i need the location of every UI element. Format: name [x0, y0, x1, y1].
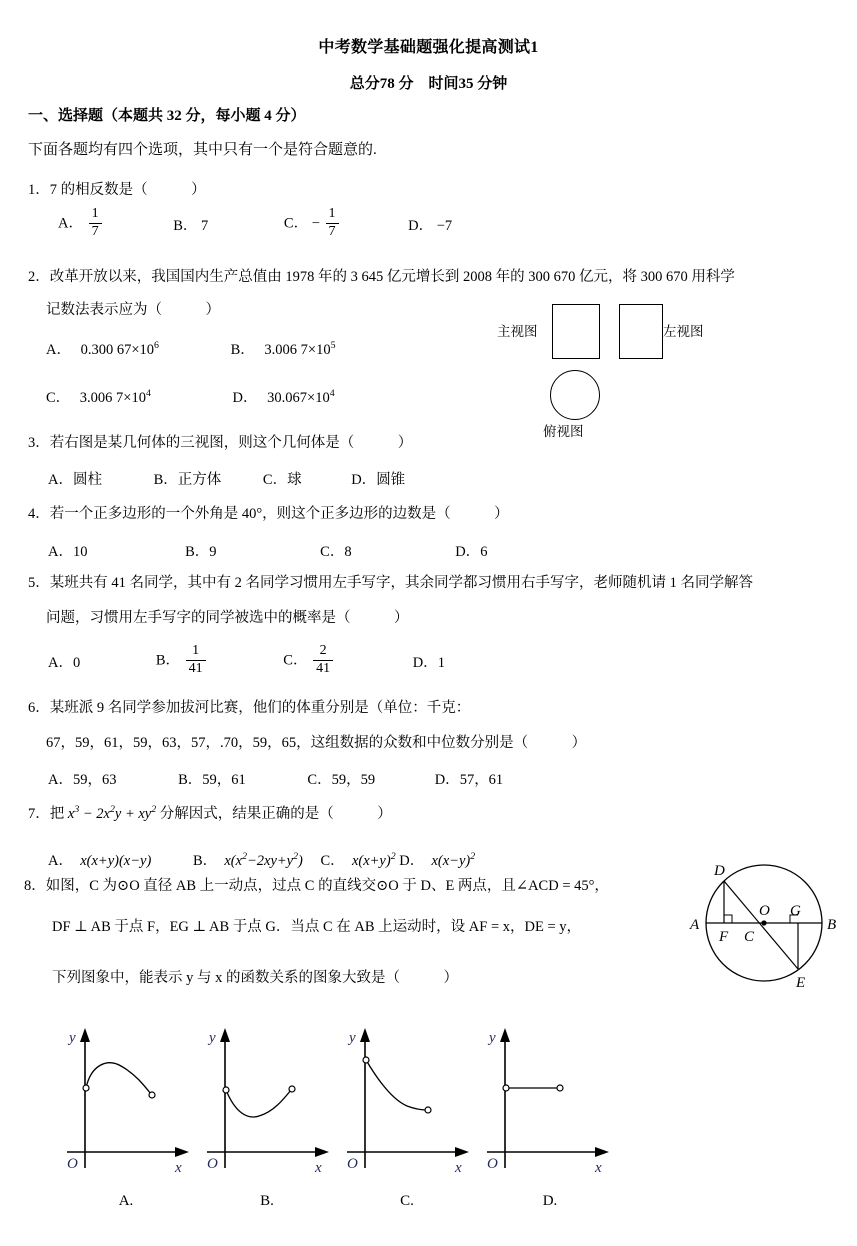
- question-6-stem-line2: 67，59，61，59，63，57，.70，59，65，这组数据的众数和中位数分别是（ ）: [46, 735, 587, 751]
- endpoint-open-d-start: [503, 1085, 509, 1091]
- option-5-b[interactable]: B． $\frac{1}{41}$: [156, 645, 208, 677]
- question-7-stem: [28, 804, 392, 826]
- question-4-stem: 4．若一个正多边形的一个外角是 40°，则这个正多边形的边数是（ ）: [28, 506, 509, 522]
- three-view-side-rect: [619, 304, 663, 359]
- question-6-options: [48, 768, 503, 789]
- three-view-label-main: 主视图: [497, 324, 538, 339]
- curve-c: [366, 1060, 427, 1110]
- label-point-b: B: [827, 917, 837, 933]
- three-view-top-circle: [550, 370, 600, 420]
- label-point-a: A: [690, 917, 700, 933]
- question-2-options-row1: [46, 338, 336, 359]
- question-4-options: [48, 540, 487, 561]
- graph-label-b: B.: [260, 1193, 274, 1209]
- x-arrow-b: [315, 1147, 329, 1157]
- y-arrow-d: [500, 1028, 510, 1042]
- question-1-options: [58, 208, 452, 240]
- option-2-d[interactable]: D． $30.067\times 10^4$: [232, 388, 335, 406]
- three-view-figure: [497, 300, 727, 440]
- label-point-g: G: [790, 903, 801, 919]
- answer-graphs: [0, 1020, 857, 1220]
- endpoint-open-a-end: [149, 1092, 155, 1098]
- graph-label-d: D.: [542, 1193, 558, 1209]
- option-7-b[interactable]: B． $x(x^2-2xy+y^2)$: [192, 851, 303, 869]
- endpoint-open-a-start: [83, 1085, 89, 1091]
- option-7-a-expr: x(x+y)(x−y): [76, 853, 152, 869]
- label-point-c: C: [744, 929, 755, 945]
- option-4-a[interactable]: A．10: [48, 544, 88, 560]
- question-2-stem-line1: 2．改革开放以来，我国国内生产总值由 1978 年的 3 645 亿元增长到 2008 年的 300 670 亿元，将 300 670 用科学: [28, 269, 735, 285]
- segment-de: [724, 881, 798, 969]
- x-arrow-d: [595, 1147, 609, 1157]
- y-axis-label-d: y: [489, 1030, 496, 1046]
- option-4-b[interactable]: B．9: [185, 544, 217, 560]
- option-6-d[interactable]: D．57，61: [434, 772, 504, 788]
- endpoint-open-b-end: [289, 1086, 295, 1092]
- option-6-b[interactable]: B．59，61: [178, 772, 246, 788]
- x-axis-label-c: x: [455, 1160, 462, 1176]
- option-7-c-expr: $x(x+y)^2$: [348, 851, 396, 869]
- question-7-prefix: 7．把: [28, 806, 65, 822]
- section-heading: 一、选择题（本题共 32 分，每小题 4 分）: [28, 108, 306, 124]
- y-axis-label-a: y: [69, 1030, 76, 1046]
- option-4-d[interactable]: D．6: [455, 544, 488, 560]
- x-arrow-a: [175, 1147, 189, 1157]
- question-3-stem: 3．若右图是某几何体的三视图，则这个几何体是（ ）: [28, 435, 413, 451]
- x-axis-label-b: x: [315, 1160, 322, 1176]
- endpoint-open-d-end: [557, 1085, 563, 1091]
- option-5-d[interactable]: D．1: [412, 654, 445, 671]
- option-5-a[interactable]: A．0: [48, 654, 81, 671]
- three-view-front-rect: [552, 304, 600, 359]
- origin-label-a: O: [67, 1156, 78, 1172]
- question-2-stem-line2: 记数法表示应为（ ）: [46, 302, 220, 318]
- circle-figure: [686, 857, 846, 992]
- x-axis-label-d: x: [595, 1160, 602, 1176]
- option-1-d[interactable]: D． −7: [408, 217, 453, 234]
- question-8-stem-line2: DF ⊥ AB 于点 F，EG ⊥ AB 于点 G．当点 C 在 AB 上运动时，设 AF = x，DE = y，: [52, 919, 582, 935]
- option-6-c[interactable]: C．59，59: [307, 772, 376, 788]
- option-2-b[interactable]: B． 3.006 $7\times 10^5$: [230, 340, 336, 358]
- option-6-a[interactable]: A．59，63: [48, 772, 117, 788]
- curve-b: [226, 1090, 291, 1117]
- label-point-f: F: [719, 929, 729, 945]
- endpoint-open-c-start: [363, 1057, 369, 1063]
- option-2-a[interactable]: A． 0.300 $67\times 10^6$: [46, 340, 159, 358]
- question-5-stem-line1: 5．某班共有 41 名同学，其中有 2 名同学习惯用左手写字，其余同学都习惯用右手写字，老师随机请 1 名同学解答: [28, 575, 753, 591]
- option-3-d[interactable]: D．圆锥: [351, 472, 406, 488]
- option-1-c[interactable]: C． − $\frac{1}{7}$: [284, 208, 341, 240]
- option-7-b-expr: $x(x^2-2xy+y^2)$: [220, 851, 303, 869]
- question-7-suffix: 分解因式，结果正确的是（ ）: [159, 806, 392, 822]
- fraction-one-over-41: $\frac{1}{41}$: [186, 644, 206, 676]
- endpoint-open-b-start: [223, 1087, 229, 1093]
- y-axis-label-b: y: [209, 1030, 216, 1046]
- x-axis-label-a: x: [175, 1160, 182, 1176]
- option-3-b[interactable]: B．正方体: [153, 472, 222, 488]
- question-7-expression: $x^3 - 2x^2y + xy^2$: [67, 804, 157, 822]
- section-note: 下面各题均有四个选项，其中只有一个是符合题意的.: [28, 142, 377, 158]
- question-2-options-row2: [46, 386, 335, 407]
- question-5-options: [48, 645, 445, 677]
- question-7-options: [48, 849, 475, 870]
- option-3-a[interactable]: A．圆柱: [48, 472, 102, 488]
- page-title: 中考数学基础题强化提高测试1: [318, 39, 539, 56]
- y-arrow-b: [220, 1028, 230, 1042]
- origin-label-b: O: [207, 1156, 218, 1172]
- origin-label-c: O: [347, 1156, 358, 1172]
- three-view-label-left: 左视图: [663, 324, 704, 339]
- option-5-c[interactable]: C． $\frac{2}{41}$: [283, 645, 335, 677]
- three-view-label-top: 俯视图: [543, 424, 584, 439]
- label-point-o: O: [759, 903, 770, 919]
- origin-label-d: O: [487, 1156, 498, 1172]
- option-2-c[interactable]: C． 3.006 $7\times 10^4$: [46, 388, 151, 406]
- label-point-e: E: [796, 975, 806, 991]
- option-7-a[interactable]: A． x(x+y)(x−y): [48, 853, 152, 869]
- right-angle-mark-f: [724, 915, 732, 923]
- option-3-c[interactable]: C．球: [262, 472, 302, 488]
- question-3-options: [48, 468, 405, 489]
- page-subtitle: 总分78 分 时间35 分钟: [349, 76, 508, 92]
- option-7-d-expr: $x(x-y)^2$: [427, 851, 476, 869]
- question-8-stem-line3: 下列图象中，能表示 y 与 x 的函数关系的图象大致是（ ）: [52, 970, 458, 986]
- label-point-d: D: [714, 863, 725, 879]
- question-6-stem-line1: 6．某班派 9 名同学参加拔河比赛，他们的体重分别是（单位：千克：: [28, 700, 471, 716]
- question-8-stem-line1: 8．如图，C 为⊙O 直径 AB 上一动点，过点 C 的直线交⊙O 于 D、E 两点，且∠ACD = 45°，: [24, 878, 609, 894]
- option-4-c[interactable]: C．8: [320, 544, 352, 560]
- minus-sign: −: [311, 215, 320, 232]
- y-arrow-c: [360, 1028, 370, 1042]
- fraction-two-over-41: $\frac{2}{41}$: [313, 644, 333, 676]
- question-5-stem-line2: 问题，习惯用左手写字的同学被选中的概率是（ ）: [46, 610, 409, 626]
- option-7-d[interactable]: D． $x(x-y)^2$: [399, 851, 476, 869]
- graph-label-c: C.: [400, 1193, 414, 1209]
- y-axis-label-c: y: [349, 1030, 356, 1046]
- option-1-a[interactable]: A． $\frac{1}{7}$: [58, 208, 104, 240]
- fraction-neg-one-seventh: $\frac{1}{7}$: [326, 207, 339, 239]
- graph-option-d[interactable]: [475, 1020, 655, 1210]
- option-7-c[interactable]: C． $x(x+y)^2$: [320, 851, 396, 869]
- fraction-one-seventh: $\frac{1}{7}$: [89, 207, 102, 239]
- endpoint-open-c-end: [425, 1107, 431, 1113]
- center-point-o: [761, 920, 766, 925]
- graph-label-a: A.: [118, 1193, 134, 1209]
- question-1-stem: 1．7 的相反数是（ ）: [28, 182, 206, 198]
- curve-a: [86, 1063, 151, 1094]
- option-1-b[interactable]: B． 7: [173, 217, 209, 234]
- x-arrow-c: [455, 1147, 469, 1157]
- y-arrow-a: [80, 1028, 90, 1042]
